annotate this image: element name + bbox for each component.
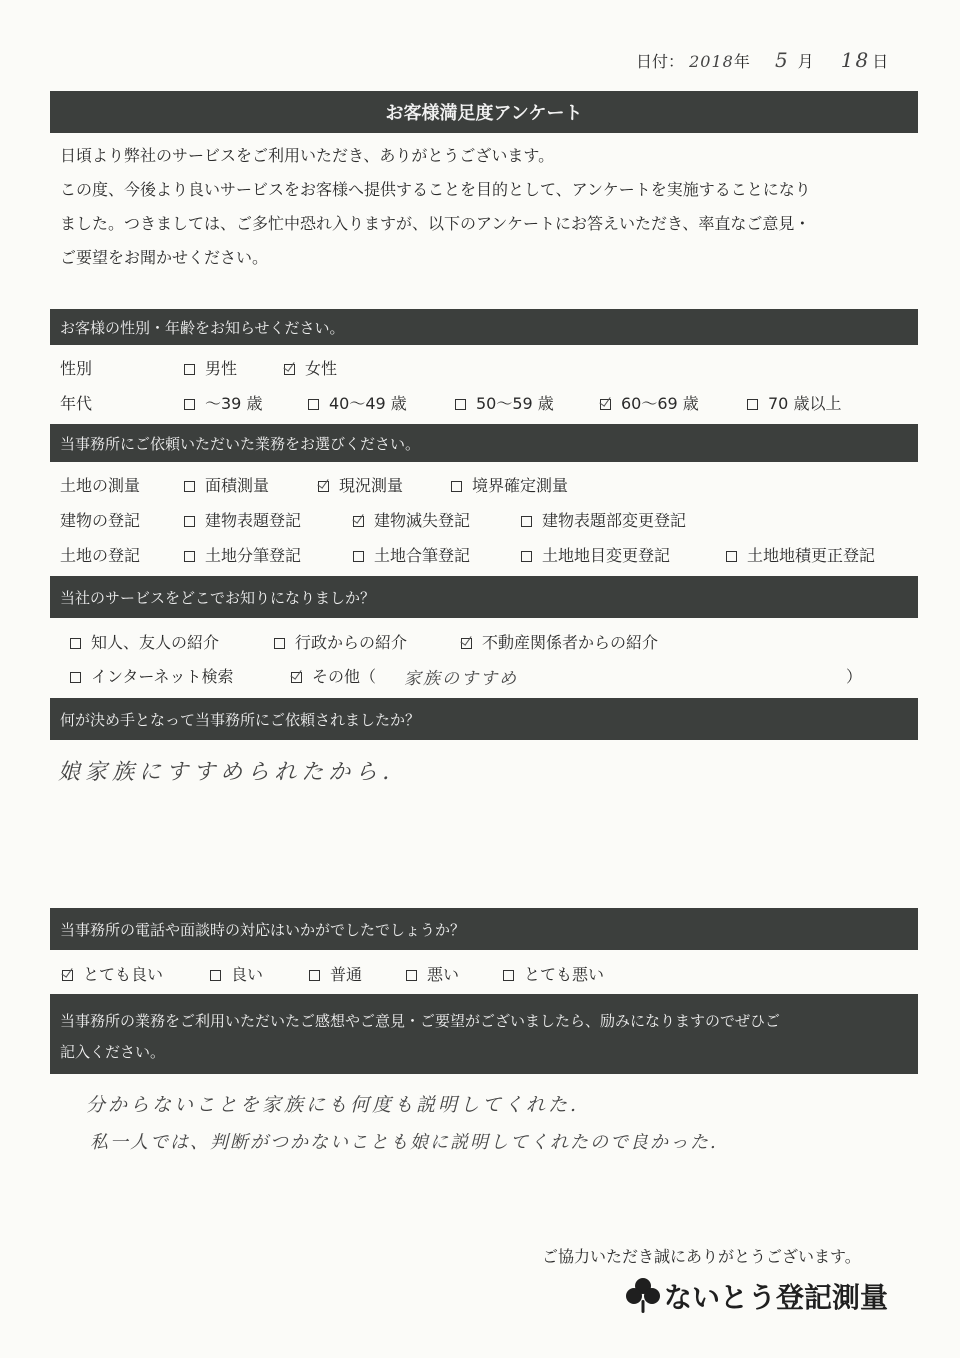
source-other-close: ） [846, 667, 863, 686]
checkbox-building-loss[interactable] [353, 516, 364, 527]
survey-title [50, 91, 918, 133]
service-land-merge-label: 土地合筆登記 [374, 546, 471, 565]
checkbox-age-70plus[interactable] [747, 399, 758, 410]
checkbox-current-survey[interactable] [318, 481, 329, 492]
checkbox-source-internet[interactable] [70, 672, 81, 683]
service-building-title[interactable] [184, 508, 301, 531]
gender-option-male[interactable] [184, 356, 237, 379]
source-government[interactable] [274, 630, 407, 653]
age-option-50s[interactable] [455, 391, 554, 414]
rating-average[interactable] [309, 962, 362, 985]
source-realestate[interactable] [461, 630, 658, 653]
age-40s-label: 40～49 歳 [329, 394, 407, 413]
age-70plus-label: 70 歳以上 [768, 394, 842, 413]
footer-thanks: ご協力いただき誠にありがとうございます。 [542, 1247, 861, 1266]
intro-line-1: 日頃より弊社のサービスをご利用いただき、ありがとうございます。 [60, 146, 555, 165]
rating-very-good-label: とても良い [83, 965, 164, 984]
checkbox-land-category[interactable] [521, 551, 532, 562]
q1-heading [50, 309, 918, 345]
gender-male-label: 男性 [205, 359, 238, 378]
service-boundary-survey-label: 境界確定測量 [472, 476, 569, 495]
checkbox-rating-bad[interactable] [406, 970, 417, 981]
service-current-survey-label: 現況測量 [339, 476, 404, 495]
checkbox-land-split[interactable] [184, 551, 195, 562]
q6-heading [50, 994, 918, 1074]
checkbox-building-change[interactable] [521, 516, 532, 527]
date-year-unit: 年 [733, 52, 750, 71]
checkbox-source-realestate[interactable] [461, 638, 472, 649]
q6-heading-line-1: 当事務所の業務をご利用いただいたご感想やご意見・ご要望がございましたら、励みになりますのでぜひご [60, 1012, 781, 1030]
q6-answer-line-2[interactable]: 私一人では、判断がつかないことも娘に説明してくれたので良かった. [90, 1132, 718, 1153]
checkbox-female[interactable] [284, 364, 295, 375]
checkbox-boundary-survey[interactable] [451, 481, 462, 492]
survey-title-text: お客様満足度アンケート [385, 103, 583, 124]
date-month: 5 [774, 48, 790, 72]
date-year: 2018 [689, 52, 734, 71]
q4-heading-text: 何が決め手となって当事務所にご依頼されましたか？ [60, 710, 421, 729]
age-label: 年代 [60, 394, 93, 413]
intro-line-2: この度、今後より良いサービスをお客様へ提供することを目的として、アンケートを実施することになり [60, 180, 811, 199]
checkbox-age-50s[interactable] [455, 399, 466, 410]
age-option-60s[interactable] [600, 391, 699, 414]
q4-answer[interactable]: 娘家族にすすめられたから. [58, 760, 395, 785]
service-building-loss[interactable] [353, 508, 470, 531]
date-label: 日付： [636, 52, 685, 71]
checkbox-age-40s[interactable] [308, 399, 319, 410]
checkbox-building-title[interactable] [184, 516, 195, 527]
q2-heading [50, 424, 918, 462]
service-row-land-label: 土地の登記 [60, 546, 141, 565]
rating-very-good[interactable] [62, 962, 163, 985]
q5-heading-text: 当事務所の電話や面談時の対応はいかがでしたでしょうか？ [60, 920, 466, 939]
checkbox-land-merge[interactable] [353, 551, 364, 562]
checkbox-age-under39[interactable] [184, 399, 195, 410]
source-other[interactable] [291, 664, 376, 687]
age-under39-label: ～39 歳 [205, 394, 263, 413]
service-land-area-correction[interactable] [726, 543, 875, 566]
date-day: 18 [840, 48, 871, 72]
service-area-survey[interactable] [184, 473, 269, 496]
q5-heading [50, 908, 918, 950]
gender-label: 性別 [60, 359, 93, 378]
date-month-unit: 月 [797, 52, 814, 71]
q6-answer-line-1[interactable]: 分からないことを家族にも何度も説明してくれた. [86, 1094, 580, 1116]
q4-heading [50, 698, 918, 740]
q1-heading-text: お客様の性別・年齢をお知らせください。 [60, 318, 345, 337]
source-government-label: 行政からの紹介 [295, 633, 408, 652]
source-other-label: その他（ [312, 667, 377, 686]
service-row-building-label: 建物の登記 [60, 511, 141, 530]
service-land-split-label: 土地分筆登記 [205, 546, 302, 565]
checkbox-rating-average[interactable] [309, 970, 320, 981]
service-land-merge[interactable] [353, 543, 470, 566]
checkbox-male[interactable] [184, 364, 195, 375]
date-line [636, 48, 888, 72]
age-option-40s[interactable] [308, 391, 407, 414]
checkbox-rating-good[interactable] [210, 970, 221, 981]
checkbox-source-friend[interactable] [70, 638, 81, 649]
service-row-survey-label: 土地の測量 [60, 476, 141, 495]
checkbox-land-area-correction[interactable] [726, 551, 737, 562]
age-option-70plus[interactable] [747, 391, 841, 414]
checkbox-rating-very-bad[interactable] [503, 970, 514, 981]
source-realestate-label: 不動産関係者からの紹介 [482, 633, 659, 652]
gender-option-female[interactable] [284, 356, 337, 379]
service-boundary-survey[interactable] [451, 473, 568, 496]
intro-line-3: ました。つきましては、ご多忙中恐れ入りますが、以下のアンケートにお答えいただき、率直なご意見・ [60, 214, 811, 233]
rating-very-bad-label: とても悪い [524, 965, 605, 984]
source-other-answer[interactable]: 家族のすすめ [404, 669, 519, 689]
checkbox-source-other[interactable] [291, 672, 302, 683]
checkbox-area-survey[interactable] [184, 481, 195, 492]
service-land-split[interactable] [184, 543, 301, 566]
source-friend[interactable] [70, 630, 219, 653]
checkbox-source-government[interactable] [274, 638, 285, 649]
rating-good-label: 良い [231, 965, 264, 984]
age-60s-label: 60～69 歳 [621, 394, 699, 413]
source-friend-label: 知人、友人の紹介 [91, 633, 220, 652]
service-area-survey-label: 面積測量 [205, 476, 270, 495]
rating-good[interactable] [210, 962, 263, 985]
service-land-category-label: 土地地目変更登記 [542, 546, 671, 565]
rating-bad-label: 悪い [427, 965, 460, 984]
age-option-under39[interactable] [184, 391, 262, 414]
q3-heading-text: 当社のサービスをどこでお知りになりましか？ [60, 588, 376, 607]
source-internet-label: インターネット検索 [91, 667, 234, 686]
service-land-category[interactable] [521, 543, 670, 566]
service-building-loss-label: 建物滅失登記 [374, 511, 471, 530]
intro-line-4: ご要望をお聞かせください。 [60, 248, 269, 267]
q2-heading-text: 当事務所にご依頼いただいた業務をお選びください。 [60, 434, 421, 453]
service-building-change[interactable] [521, 508, 686, 531]
age-50s-label: 50～59 歳 [476, 394, 554, 413]
service-building-change-label: 建物表題部変更登記 [542, 511, 687, 530]
service-building-title-label: 建物表題登記 [205, 511, 302, 530]
q3-heading [50, 576, 918, 618]
gender-female-label: 女性 [305, 359, 338, 378]
q6-heading-line-2: 記入ください。 [60, 1043, 166, 1061]
date-day-unit: 日 [872, 52, 889, 71]
clover-icon [624, 1276, 662, 1314]
service-land-area-correction-label: 土地地積更正登記 [747, 546, 876, 565]
company-name: ないとう登記測量 [664, 1281, 889, 1314]
rating-bad[interactable] [406, 962, 459, 985]
rating-very-bad[interactable] [503, 962, 604, 985]
checkbox-age-60s[interactable] [600, 399, 611, 410]
checkbox-rating-very-good[interactable] [62, 970, 73, 981]
service-current-survey[interactable] [318, 473, 403, 496]
rating-average-label: 普通 [330, 965, 363, 984]
source-internet[interactable] [70, 664, 234, 687]
